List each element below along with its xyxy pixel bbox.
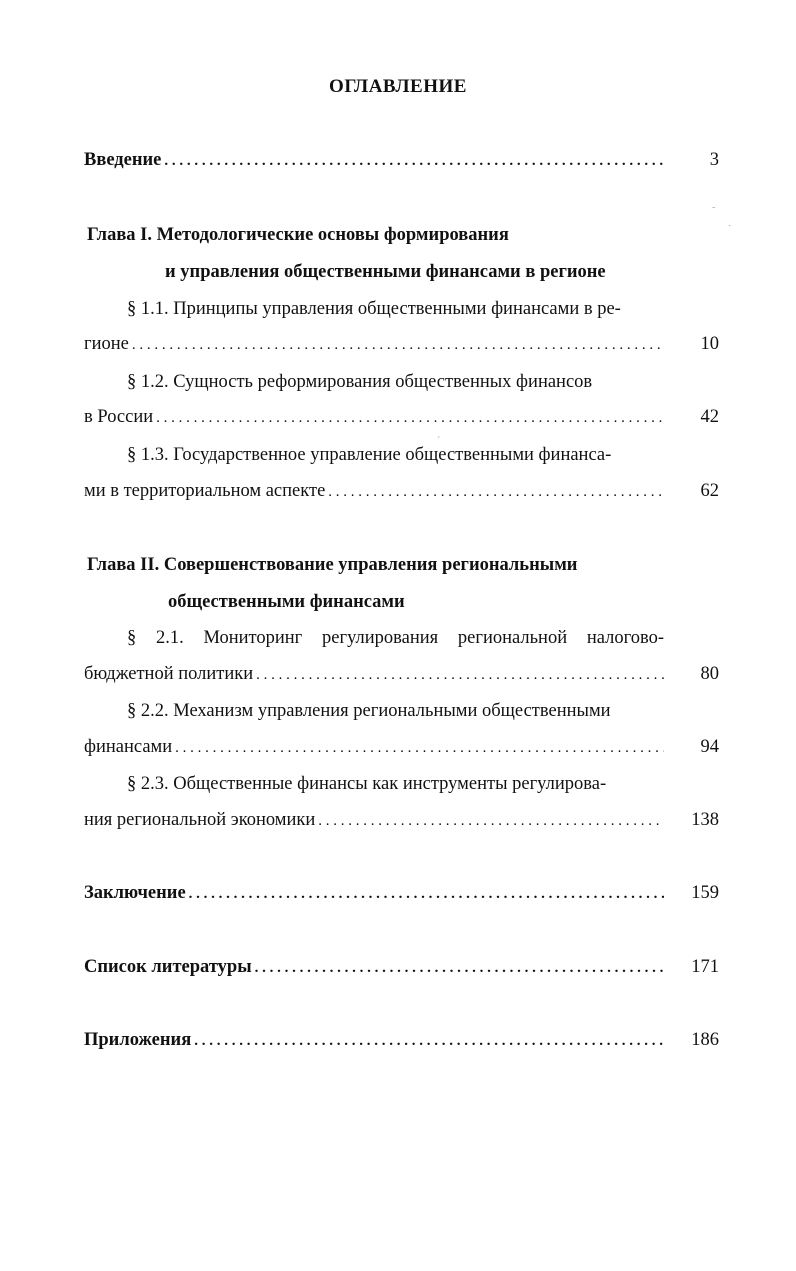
scan-speck: ˎ <box>728 216 732 227</box>
toc-entry-label: финансами <box>84 737 173 757</box>
section-1-3-title: § 1.3. Государственное управление общественными финанса- <box>127 445 612 465</box>
leader-dots <box>328 480 664 503</box>
page-number: 62 <box>700 481 719 501</box>
toc-entry-section-1-1[interactable] <box>84 332 664 356</box>
section-2-2-title: § 2.2. Механизм управления региональными общественными <box>127 701 611 721</box>
toc-entry-intro[interactable] <box>84 148 664 172</box>
toc-entry-section-1-3[interactable] <box>84 479 664 503</box>
toc-entry-label: Список литературы <box>84 957 252 977</box>
toc-entry-conclusion[interactable] <box>84 881 664 905</box>
chapter-1-heading-cont: и управления общественными финансами в регионе <box>165 262 606 282</box>
toc-entry-label: гионе <box>84 334 129 354</box>
toc-entry-references[interactable] <box>84 955 664 979</box>
leader-dots <box>256 663 664 686</box>
page-number: 171 <box>691 957 719 977</box>
section-1-1-title: § 1.1. Принципы управления общественными финансами в ре- <box>127 299 621 319</box>
leader-dots <box>189 882 664 905</box>
toc-entry-label: ния региональной экономики <box>84 810 316 830</box>
scan-speck: ˜ <box>712 206 716 217</box>
section-1-2-title: § 1.2. Сущность реформирования общественных финансов <box>127 372 593 392</box>
page-number: 186 <box>691 1030 719 1050</box>
page-number: 42 <box>700 407 719 427</box>
page-number: 3 <box>709 150 719 170</box>
page-number: 138 <box>691 810 719 830</box>
toc-entry-label: бюджетной политики <box>84 664 254 684</box>
page-title: ОГЛАВЛЕНИЕ <box>329 76 467 97</box>
toc-entry-section-2-2[interactable] <box>84 735 664 759</box>
toc-entry-label: в России <box>84 407 154 427</box>
leader-dots <box>164 149 664 172</box>
page-number: 94 <box>700 737 719 757</box>
leader-dots <box>194 1029 664 1052</box>
leader-dots <box>255 956 664 979</box>
page-number: 10 <box>700 334 719 354</box>
chapter-2-heading: Глава II. Совершенствование управления региональными <box>87 555 578 575</box>
toc-entry-label: ми в территориальном аспекте <box>84 481 326 501</box>
toc-entry-section-2-1[interactable] <box>84 662 664 686</box>
chapter-2-heading-cont: общественными финансами <box>168 592 405 612</box>
leader-dots <box>132 333 664 356</box>
page-number: 80 <box>700 664 719 684</box>
toc-entry-label: Приложения <box>84 1030 192 1050</box>
toc-entry-appendices[interactable] <box>84 1028 664 1052</box>
page-number: 159 <box>691 883 719 903</box>
toc-entry-section-1-2[interactable] <box>84 405 664 429</box>
leader-dots <box>156 406 664 429</box>
toc-entry-label: Введение <box>84 150 162 170</box>
section-2-3-title: § 2.3. Общественные финансы как инструменты регулирова- <box>127 774 607 794</box>
toc-entry-section-2-3[interactable] <box>84 808 664 832</box>
section-2-1-title: § 2.1. Мониторинг регулирования региональной налогово- <box>127 628 664 648</box>
leader-dots <box>175 736 664 759</box>
scan-speck: ˊ <box>437 436 441 447</box>
chapter-1-heading: Глава I. Методологические основы формирования <box>87 225 509 245</box>
toc-entry-label: Заключение <box>84 883 186 903</box>
leader-dots <box>318 809 664 832</box>
